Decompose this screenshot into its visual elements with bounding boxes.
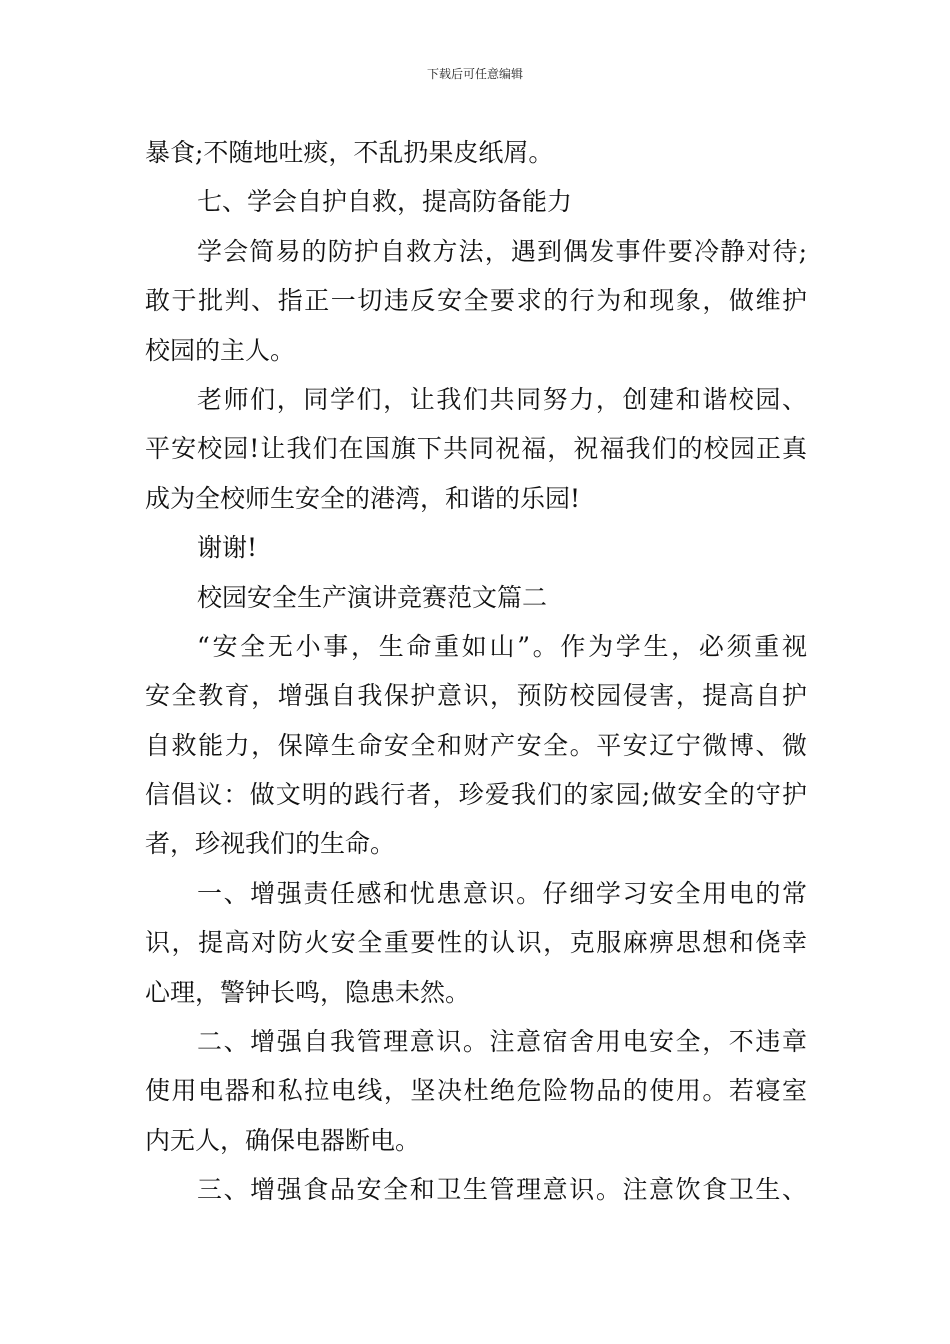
text-line: 识，提高对防火安全重要性的认识，克服麻痹思想和侥幸 (145, 928, 807, 958)
document-body (145, 128, 807, 1215)
text-line: 校园安全生产演讲竞赛范文篇二 (197, 582, 548, 612)
text-line: 者，珍视我们的生命。 (145, 829, 396, 859)
text-line: 老师们，同学们，让我们共同努力，创建和谐校园、 (197, 384, 807, 414)
text-line: 敢于批判、指正一切违反安全要求的行为和现象，做维护 (145, 286, 807, 316)
text-line: 校园的主人。 (145, 335, 296, 365)
text-line: 成为全校师生安全的港湾，和谐的乐园! (145, 483, 581, 513)
page-header-note: 下载后可任意编辑 (426, 67, 523, 81)
text-line: 使用电器和私拉电线，坚决杜绝危险物品的使用。若寝室 (145, 1076, 807, 1106)
text-line: 平安校园!让我们在国旗下共同祝福，祝福我们的校园正真 (145, 434, 807, 464)
text-line: 七、学会自护自救，提高防备能力 (197, 187, 573, 217)
text-line: “安全无小事，生命重如山”。作为学生，必须重视 (197, 631, 807, 661)
text-line: 信倡议：做文明的践行者，珍爱我们的家园;做安全的守护 (145, 780, 807, 810)
text-line: 暴食;不随地吐痰，不乱扔果皮纸屑。 (145, 138, 554, 167)
text-line: 安全教育，增强自我保护意识，预防校园侵害，提高自护 (145, 681, 807, 711)
text-line: 二、增强自我管理意识。注意宿舍用电安全，不违章 (197, 1027, 807, 1057)
text-line: 内无人，确保电器断电。 (145, 1125, 421, 1155)
text-line: 心理，警钟长鸣，隐患未然。 (145, 977, 471, 1007)
text-line: 一、增强责任感和忧患意识。仔细学习安全用电的常 (197, 878, 807, 908)
text-line: 三、增强食品安全和卫生管理意识。注意饮食卫生、 (197, 1175, 807, 1205)
text-line: 谢谢! (197, 533, 258, 563)
text-line: 学会简易的防护自救方法，遇到偶发事件要冷静对待; (197, 236, 807, 266)
text-line: 自救能力，保障生命安全和财产安全。平安辽宁微博、微 (145, 730, 807, 760)
